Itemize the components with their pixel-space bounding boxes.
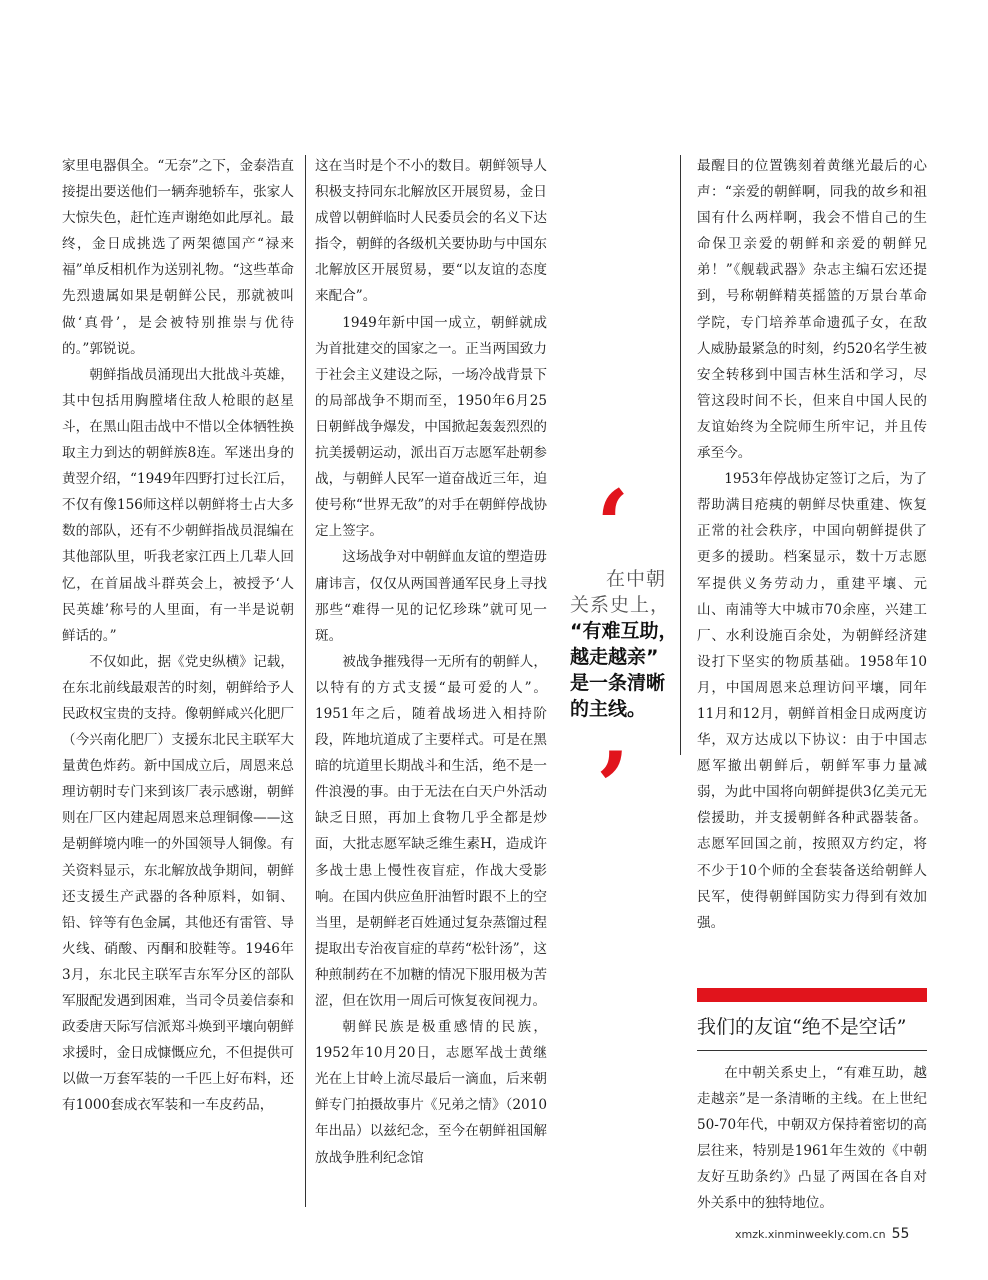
pull-quote: [570, 566, 678, 722]
column-divider: [680, 155, 681, 755]
column-divider: [305, 155, 306, 1207]
page-footer: [735, 1226, 935, 1242]
section-accent-bar: [697, 988, 927, 1002]
open-quote-icon: ‘: [596, 469, 630, 582]
section-body: [697, 1060, 927, 1217]
section-heading: 我们的友谊“绝不是空话”: [697, 1016, 907, 1038]
paragraph: 不仅如此，据《党史纵横》记载，在东北前线最艰苦的时刻，朝鲜给予人民政权宝贵的支持。像朝鲜咸兴化肥厂（今兴南化肥厂）支援东北民主联军大量黄色炸药。新中国成立后，周恩来总理访朝时专门来到该厂表示感谢，朝鲜则在厂区内建起周恩来总理铜像——这是朝鲜境内唯一的外国领导人铜像。有关资料显示，东北解放战争期间，朝鲜还支援生产武器的各种原料，如铜、铅、锌等有色金属，其他还有雷管、导火线、硝酸、丙酮和胶鞋等。1946年3月，东北民主联军吉东军分区的部队军服配发遇到困难，当司令员姜信泰和政委唐天际写信派郑斗焕到平壤向朝鲜求援时，金日成慷慨应允，不但提供可以做一万套军装的一千匹上好布料，还有1000套成衣军装和一车皮药品，: [62, 653, 294, 1114]
pull-quote-line: 关系史上，: [570, 594, 671, 616]
pull-quote-line: 在中朝: [606, 568, 667, 590]
paragraph: 朝鲜民族是极重感情的民族，1952年10月20日，志愿军战士黄继光在上甘岭上流尽最后一滴血，后来朝鲜专门拍摄故事片《兄弟之情》（2010年出品）以兹纪念，至今在朝鲜祖国解放战争胜利纪念馆: [315, 1019, 547, 1166]
paragraph: 朝鲜指战员涌现出大批战斗英雄，其中包括用胸膛堵住敌人枪眼的赵星斗，在黑山阻击战中不惜以全体牺牲换取主力到达的朝鲜族8连。军迷出身的黄翌介绍，“1949年四野打过长江后，不仅有像156师这样以朝鲜将士占大多数的部队，还有不少朝鲜指战员混编在其他部队里，听我老家江西上几辈人回忆，在首届战斗群英会上，被授予‘人民英雄’称号的人里面，有一半是说朝鲜话的。”: [62, 366, 294, 644]
paragraph: 家里电器俱全。“无奈”之下，金泰浩直接提出要送他们一辆奔驰轿车，张家人大惊失色，赶忙连声谢绝如此厚礼。最终，金日成挑选了两架德国产“禄来福”单反相机作为送别礼物。“这些革命先烈遗属如果是朝鲜公民，那就被叫做‘真骨’，是会被特别推崇与优待的。”郭锐说。: [62, 158, 294, 357]
pull-quote-line: 越走越亲”: [570, 646, 659, 668]
paragraph: 这场战争对中朝鲜血友谊的塑造毋庸讳言，仅仅从两国普通军民身上寻找那些“难得一见的记忆珍珠”就可见一斑。: [315, 549, 547, 644]
article-column-3: [697, 153, 927, 936]
article-column-1: [62, 153, 294, 1118]
section-divider: [697, 1050, 927, 1051]
paragraph: 1949年新中国一成立，朝鲜就成为首批建交的国家之一。正当两国致力于社会主义建设之际，一场冷战背景下的局部战争不期而至，1950年6月25日朝鲜战争爆发，中国掀起轰轰烈烈的抗美援朝运动，派出百万志愿军赴朝参战，与朝鲜人民军一道奋战近三年，迫使号称“世界无敌”的对手在朝鲜停战协定上签字。: [315, 314, 547, 540]
paragraph: 这在当时是个不小的数目。朝鲜领导人积极支持同东北解放区开展贸易，金日成曾以朝鲜临时人民委员会的名义下达指令，朝鲜的各级机关要协助与中国东北解放区开展贸易，要“以友谊的态度来配合”。: [315, 158, 547, 305]
pull-quote-line: 的主线。: [570, 698, 647, 720]
article-column-2: [315, 153, 547, 1171]
paragraph: 1953年停战协定签订之后，为了帮助满目疮痍的朝鲜尽快重建、恢复正常的社会秩序，中国向朝鲜提供了更多的援助。档案显示，数十万志愿军提供义务劳动力，重建平壤、元山、南浦等大中城市70余座，兴建工厂、水利设施百余处，为朝鲜经济建设打下坚实的物质基础。1958年10月，中国周恩来总理访问平壤，同年11月和12月，朝鲜首相金日成两度访华，双方达成以下协议：由于中国志愿军撤出朝鲜后，朝鲜军事力量减弱，为此中国将向朝鲜提供3亿美元无偿援助，并支援朝鲜各种武器装备。志愿军回国之前，按照双方约定，将不少于10个师的全套装备送给朝鲜人民军，使得朝鲜国防实力得到有效加强。: [697, 471, 927, 931]
paragraph: 被战争摧残得一无所有的朝鲜人，以特有的方式支援“最可爱的人”。1951年之后，随着战场进入相持阶段，阵地坑道成了主要样式。可是在黑暗的坑道里长期战斗和生活，绝不是一件浪漫的事。由于无法在白天户外活动缺乏日照，再加上食物几乎全都是炒面，大批志愿军缺乏维生素H，造成许多战士患上慢性夜盲症，作战大受影响。在国内供应鱼肝油暂时跟不上的空当里，是朝鲜老百姓通过复杂蒸馏过程提取出专治夜盲症的草药“松针汤”，这种煎制药在不加糖的情况下服用极为苦涩，但在饮用一周后可恢复夜间视力。: [315, 653, 547, 1009]
pull-quote-line: 是一条清晰: [570, 672, 666, 694]
footer-url: xmzk.xinminweekly.com.cn: [735, 1228, 886, 1241]
paragraph: 在中朝关系史上，“有难互助，越走越亲”是一条清晰的主线。在上世纪50-70年代，中朝双方保持着密切的高层往来，特别是1961年生效的《中朝友好互助条约》凸显了两国在各自对外关系中的独特地位。: [697, 1065, 927, 1212]
pull-quote-line: “有难互助，: [570, 620, 678, 642]
paragraph: 最醒目的位置镌刻着黄继光最后的心声：“亲爱的朝鲜啊，同我的故乡和祖国有什么两样啊，我会不惜自己的生命保卫亲爱的朝鲜和亲爱的朝鲜兄弟！”《舰载武器》杂志主编石宏还提到，号称朝鲜精英摇篮的万景台革命学院，专门培养革命遗孤子女，在敌人威胁最紧急的时刻，约520名学生被安全转移到中国吉林生活和学习，尽管这段时间不长，但来自中国人民的友谊始终为全院师生所牢记，并且传承至今。: [697, 158, 927, 462]
close-quote-icon: ’: [596, 731, 630, 844]
page-number: 55: [891, 1226, 910, 1242]
